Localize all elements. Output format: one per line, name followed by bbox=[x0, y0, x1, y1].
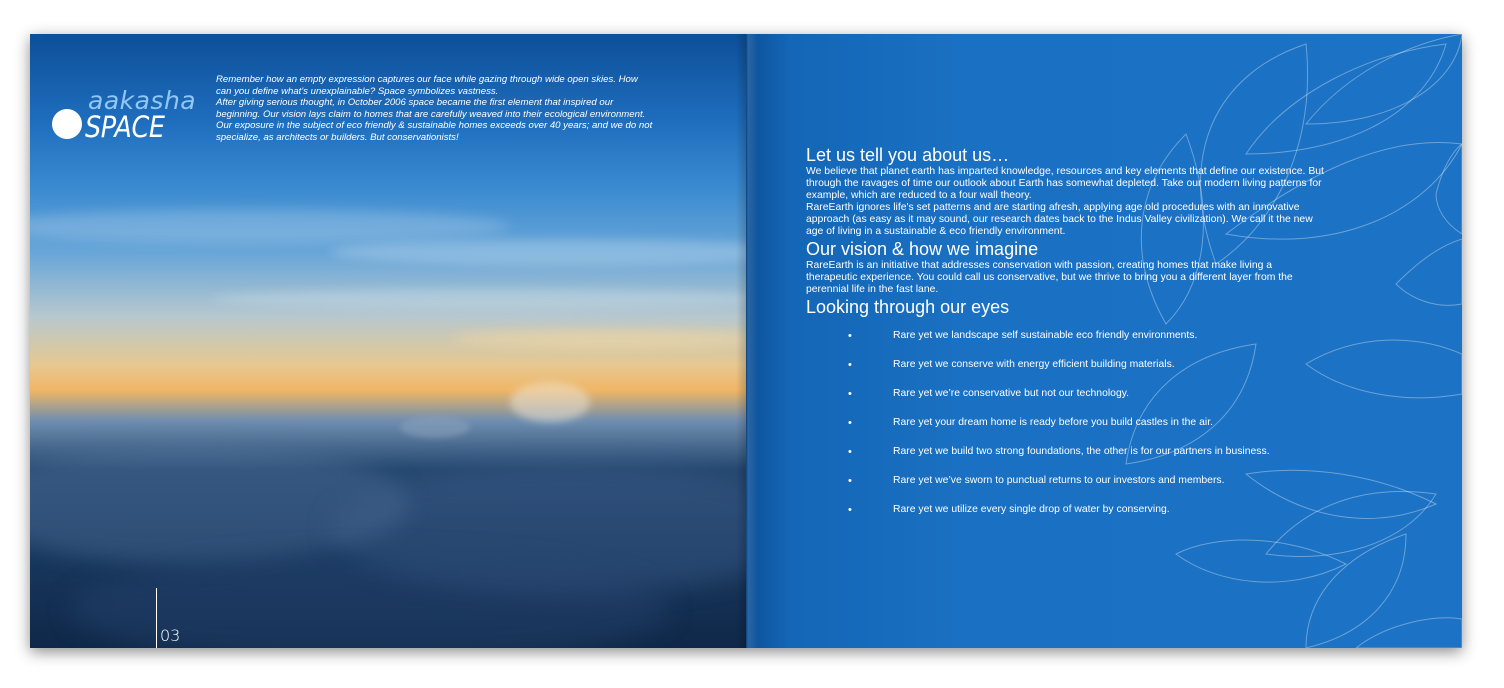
intro-line: Our exposure in the subject of eco friendly & sustainable homes exceeds over 40 years; and we do not bbox=[216, 120, 653, 132]
intro-line: Remember how an empty expression captures our face while gazing through wide open skies. How bbox=[216, 74, 638, 85]
logo-title-text: SPACE bbox=[85, 110, 165, 144]
logo-script-text: aakasha bbox=[88, 86, 197, 115]
list-item: • Rare yet we utilize every single drop of water by conserving. bbox=[806, 504, 1426, 533]
brochure-spread bbox=[30, 34, 1462, 648]
page-number-rule bbox=[156, 588, 157, 648]
section-heading-about: Let us tell you about us… bbox=[806, 145, 1010, 165]
about-line: age of living in a sustainable & eco friendly environment. bbox=[806, 226, 1066, 237]
intro-line: beginning. Our vision lays claim to homes that are carefully weaved into their ecological environment. bbox=[216, 108, 646, 120]
about-line: example, which are reduced to a four wall theory. bbox=[806, 190, 1032, 201]
cloud-layer bbox=[450, 330, 746, 348]
about-line: We believe that planet earth has imparted knowledge, resources and key elements that define our existence. But bbox=[806, 166, 1324, 177]
about-line: RareEarth ignores life's set patterns and are starting afresh, applying age old procedures with an innovative bbox=[806, 202, 1300, 213]
logo-circle-icon bbox=[52, 109, 82, 139]
bullet-list bbox=[806, 330, 1426, 533]
section-heading-vision: Our vision & how we imagine bbox=[806, 239, 1039, 259]
intro-line: After giving serious thought, in October 2006 space became the first element that inspired our bbox=[216, 97, 614, 109]
cloud-layer bbox=[210, 289, 746, 309]
cloud-layer bbox=[30, 209, 510, 243]
book-gutter-shadow bbox=[736, 34, 758, 648]
about-line: approach (as easy as it may sound, our research dates back to the Indus Valley civilization). We call it the new bbox=[806, 214, 1313, 225]
page-number: 03 bbox=[160, 626, 181, 645]
cumulus-cloud bbox=[510, 382, 590, 422]
list-item: • Rare yet we build two strong foundations, the other is for our partners in business. bbox=[806, 446, 1426, 475]
cloud-layer bbox=[330, 239, 746, 265]
intro-line: can you define what's unexplainable? Space symbolizes vastness. bbox=[216, 85, 499, 97]
right-page-text bbox=[746, 34, 1462, 648]
content-column bbox=[806, 144, 1426, 533]
list-item: • Rare yet your dream home is ready before you build castles in the air. bbox=[806, 417, 1426, 446]
cumulus-cloud bbox=[400, 416, 470, 438]
list-item: • Rare yet we’re conservative but not our technology. bbox=[806, 388, 1426, 417]
vision-line: RareEarth is an initiative that addresses conservation with passion, creating homes that make living a bbox=[806, 260, 1273, 271]
section-heading-eyes: Looking through our eyes bbox=[806, 297, 1010, 317]
list-item: • Rare yet we conserve with energy efficient building materials. bbox=[806, 359, 1426, 388]
vision-line: perennial life in the fast lane. bbox=[806, 284, 939, 295]
vision-line: therapeutic experience. You could call us conservative, but we thrive to bring you a different layer from the bbox=[806, 272, 1293, 283]
left-page-sky-photo bbox=[30, 34, 746, 648]
intro-paragraph bbox=[216, 74, 716, 144]
intro-line: specialize, as architects or builders. But conservationists! bbox=[216, 131, 459, 143]
about-line: through the ravages of time our outlook about Earth has somewhat depleted. Take our modern living patterns for bbox=[806, 178, 1322, 189]
list-item: • Rare yet we’ve sworn to punctual returns to our investors and members. bbox=[806, 475, 1426, 504]
list-item: • Rare yet we landscape self sustainable eco friendly environments. bbox=[806, 330, 1426, 359]
